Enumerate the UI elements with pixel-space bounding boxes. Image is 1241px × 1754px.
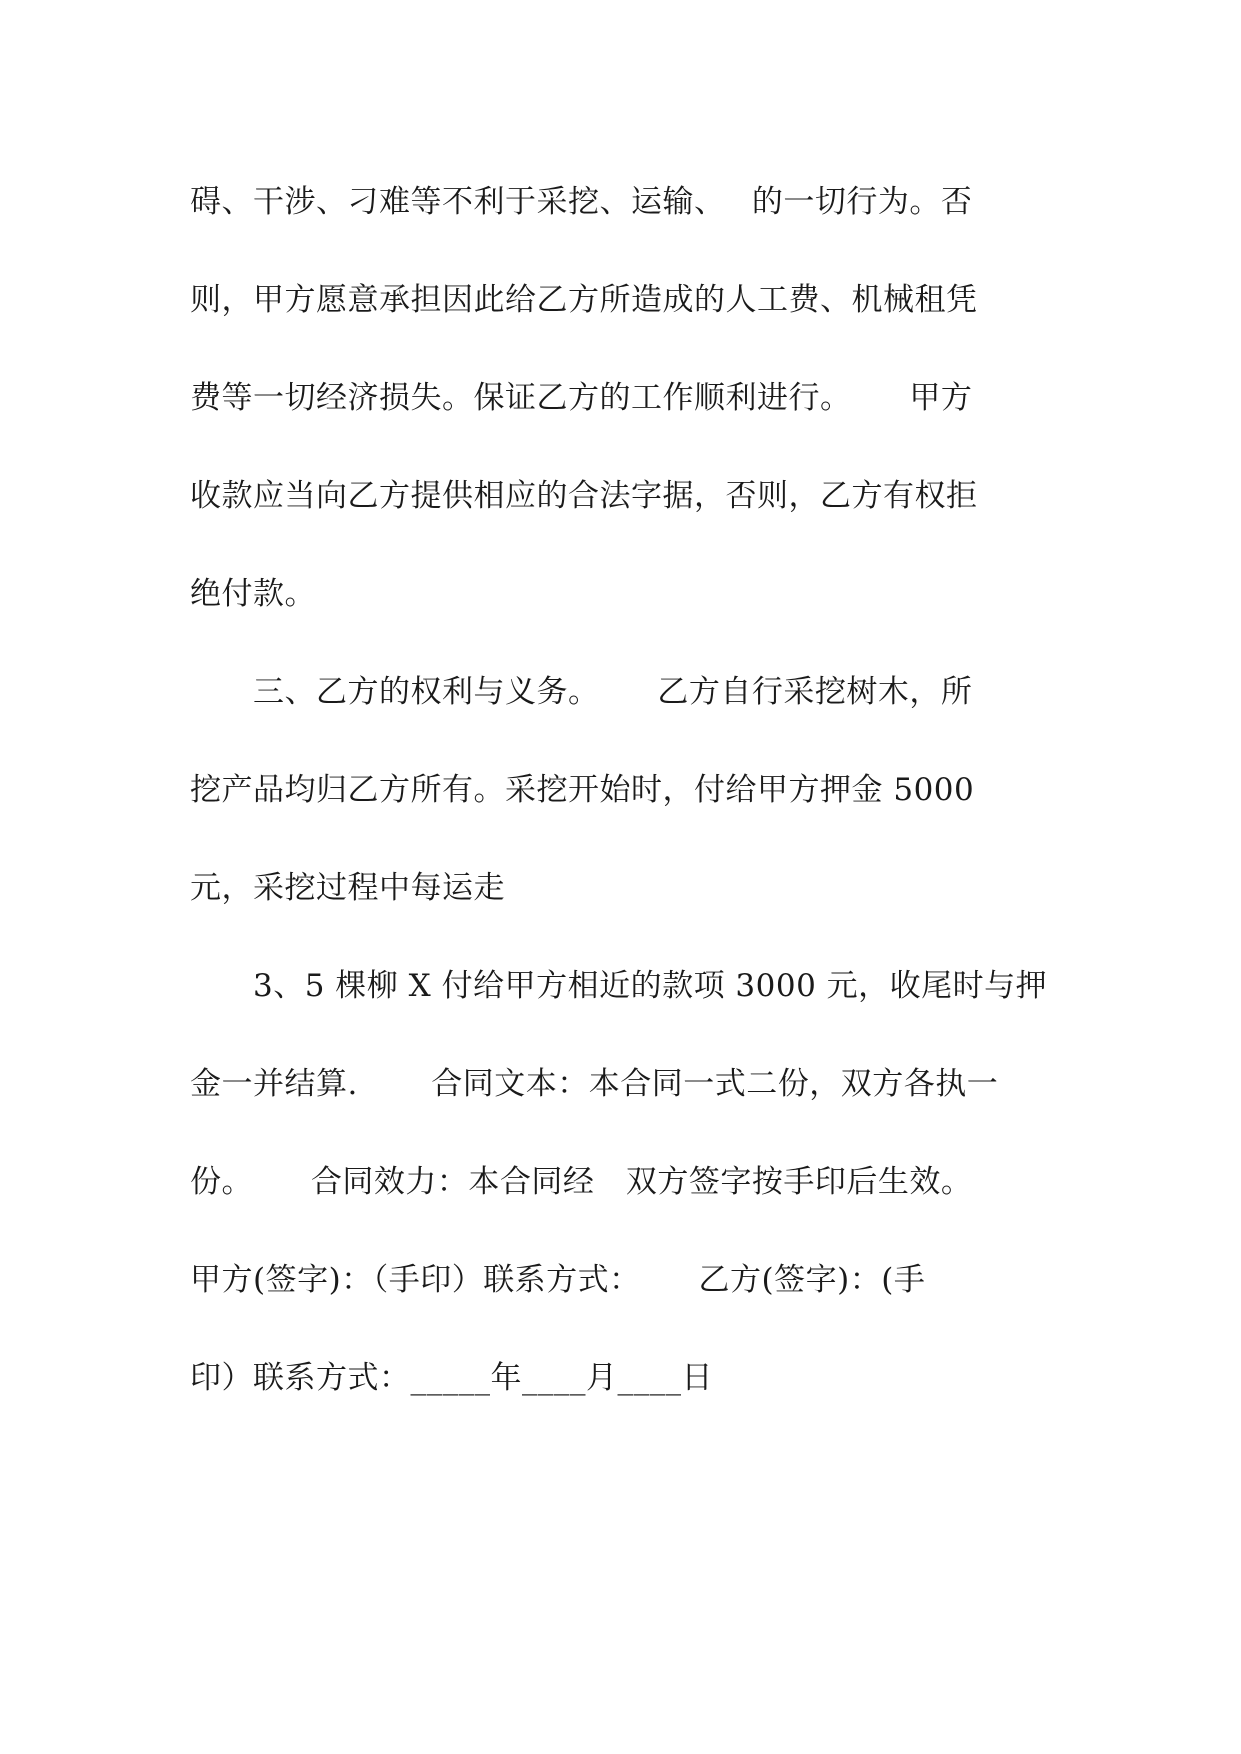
date-line: 印）联系方式：_____年____月____日 [190, 1360, 713, 1396]
text-line: 碍、干涉、刁难等不利于采挖、运输、 的一切行为。否 [190, 184, 973, 220]
text-line: 则，甲方愿意承担因此给乙方所造成的人工费、机械租凭 [190, 282, 978, 318]
text-line: 金一并结算. 合同文本：本合同一式二份，双方各执一 [190, 1066, 999, 1102]
text-line: 收款应当向乙方提供相应的合法字据，否则，乙方有权拒 [190, 478, 978, 514]
text-line: 3、5 棵柳 X 付给甲方相近的款项 3000 元，收尾时与押 [190, 968, 1048, 1004]
signature-line: 甲方(签字)：（手印）联系方式： 乙方(签字)：(手 [190, 1262, 926, 1298]
section-heading-line: 三、乙方的权利与义务。 乙方自行采挖树木，所 [190, 674, 973, 710]
text-line: 份。 合同效力：本合同经 双方签字按手印后生效。 [190, 1164, 973, 1200]
text-line: 绝付款。 [190, 576, 316, 612]
text-line: 元，采挖过程中每运走 [190, 870, 505, 906]
text-line: 挖产品均归乙方所有。采挖开始时，付给甲方押金 5000 [190, 772, 975, 808]
text-line: 费等一切经济损失。保证乙方的工作顺利进行。 甲方 [190, 380, 973, 416]
